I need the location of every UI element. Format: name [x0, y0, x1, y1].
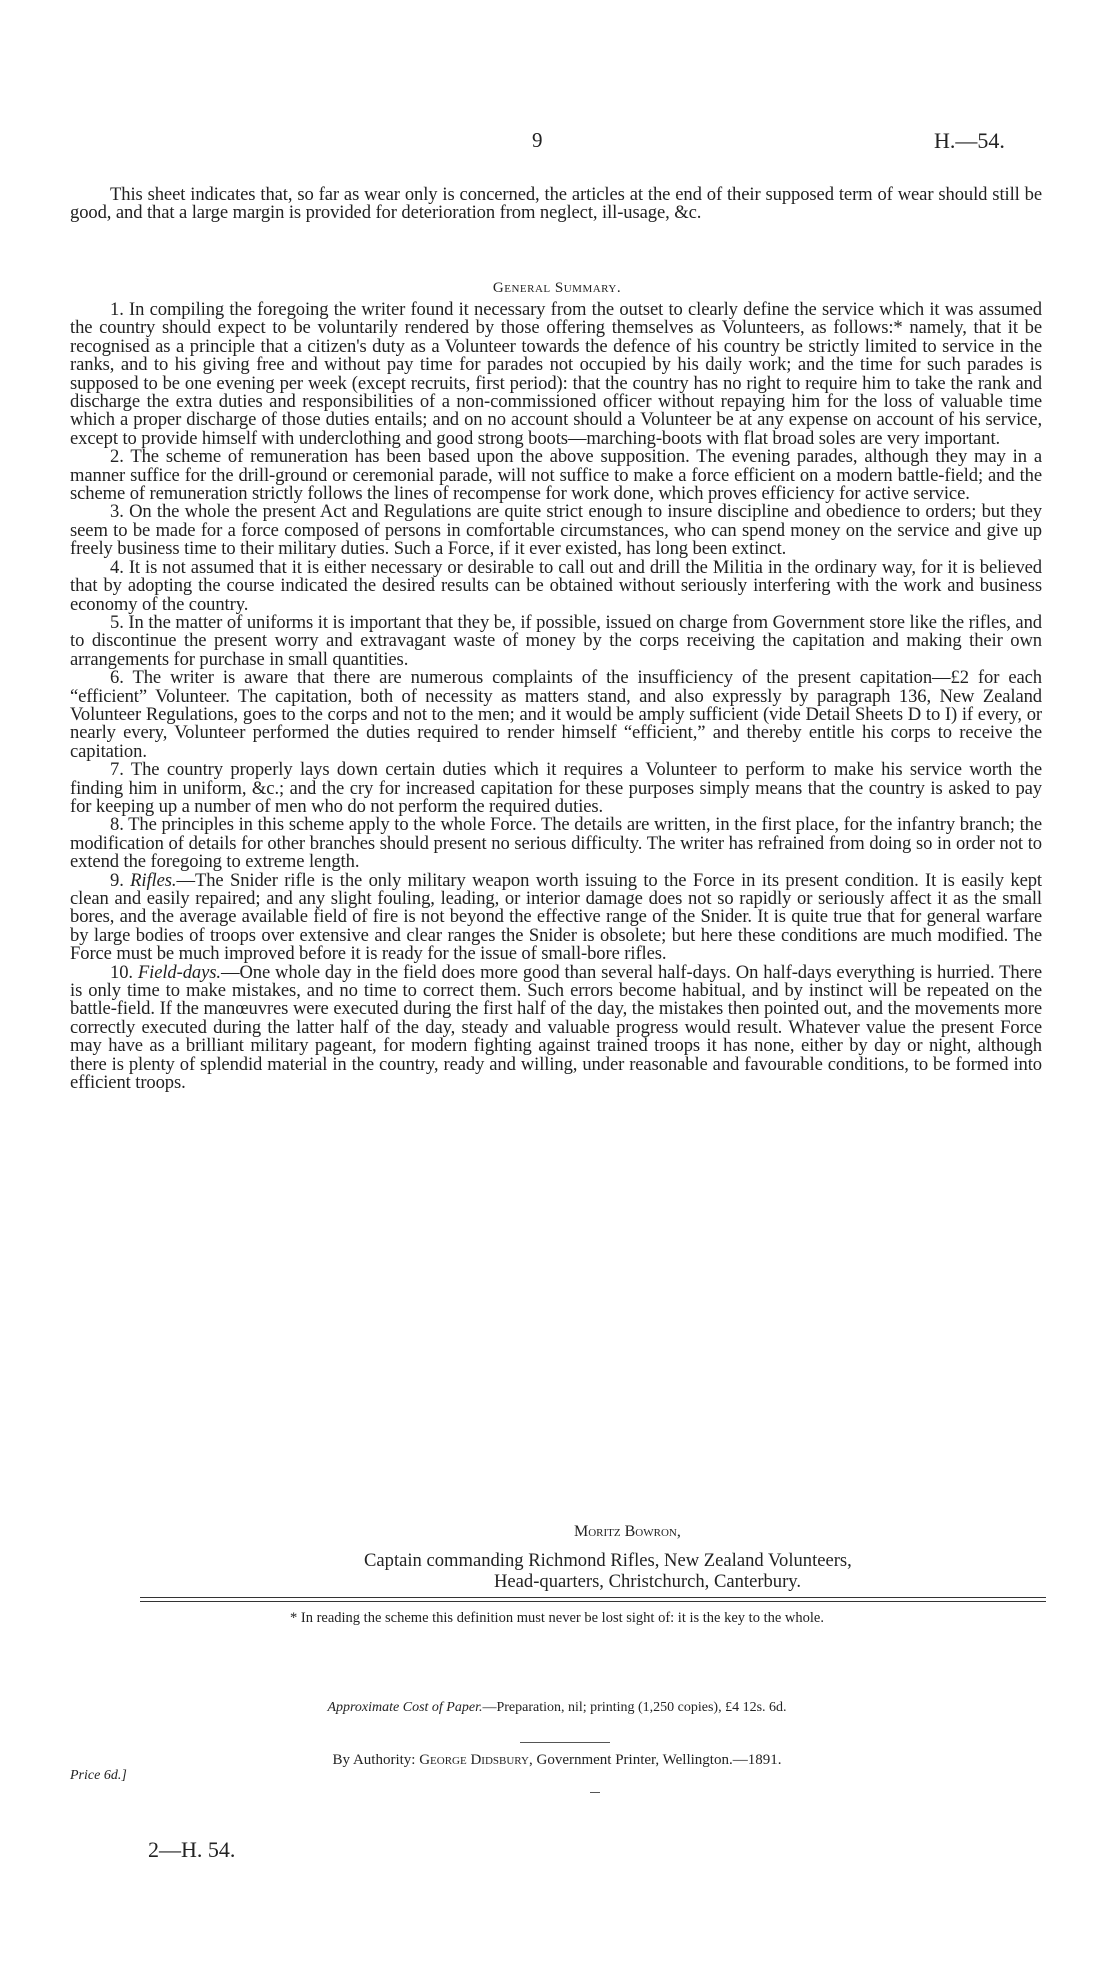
summary-paragraph-10 — [70, 961, 1042, 1094]
summary-paragraph-3 — [70, 503, 1042, 558]
summary-paragraph-6 — [70, 669, 1042, 761]
authority-line — [0, 1752, 1114, 1769]
paragraph-text: On the whole the present Act and Regulations are quite strict enough to insure discipline and obedience to orders; but they seem to be made for a force composed of persons in comfortable circumstances, who can spend money on the service and give up freely business time to their military duties. Such a Force, if it ever existed, has long been extinct. — [70, 501, 1042, 560]
paragraph-text: The country properly lays down certain duties which it requires a Volunteer to perform to make his service worth the finding him in uniform, &c.; and the cry for increased capitation for these purposes simply means that the country is asked to pay for keeping up a number of men who do not perform the required duties. — [70, 759, 1042, 817]
summary-paragraph-4 — [70, 556, 1042, 615]
paragraph-text: The principles in this scheme apply to the whole Force. The details are written, in the first place, for the infantry branch; the modification of details for other branches should present no serious difficulty. The writer has refrained from doing so in order not to extend the foregoing to extreme length. — [70, 814, 1043, 873]
price-note: Price 6d.] — [70, 1768, 127, 1783]
intro-paragraph — [70, 186, 1042, 223]
summary-paragraphs — [70, 301, 1042, 1092]
footnote: * In reading the scheme this definition must never be lost sight of: it is the key to the whole. — [290, 1610, 824, 1626]
paragraph-text: In compiling the foregoing the writer found it necessary from the outset to clearly define the service which it was assumed the country should expect to be voluntarily rendered by those offering themselves as Volunteers, as follows:* namely, that it be recognised as a principle that a citizen's duty as a Volunteer towards the defence of his country be strictly limited to service in the ranks, and to his giving free and without pay time for parades not occupied by his daily work; and the time for such parades is supposed to be one evening per week (except recruits, first period): that the country has no right to require him to take the rank and discharge the extra duties and responsibilities of a non-commissioned officer without repaying him for the loss of valuable time which a proper discharge of those duties entails; and on no account should a Volunteer be at any expense on account of his service, except to provide himself with underclothing and good strong boots—marching-boots with flat broad soles are very important. — [70, 299, 1042, 449]
cost-line — [0, 1700, 1114, 1716]
paragraph-text: —One whole day in the field does more good than several half-days. On half-days everything is hurried. There is only time to make mistakes, and no time to correct them. Such errors become habitual, and by instinct will be repeated on the battle-field. If the manœuvres were executed during the first half of the day, the mistakes then pointed out, and the movements more correctly executed during the latter half of the day, steady and valuable progress would result. Whatever value the present Force may have as a brilliant military pageant, for modern fighting against trained troops it has none, either by day or night, although there is plenty of splendid material in the country, ready and willing, under reasonable and favourable conditions, to be formed into efficient troops. — [70, 961, 1042, 1094]
signature-name: Moritz Bowron, — [574, 1523, 681, 1540]
decorative-dash — [590, 1792, 600, 1793]
paragraph-number: 9. — [110, 869, 124, 891]
paragraph-number: 10. — [110, 961, 133, 983]
printer-name: George Didsbury, — [419, 1752, 533, 1768]
section-heading: General Summary. — [492, 280, 622, 296]
intro-text: This sheet indicates that, so far as wear only is concerned, the articles at the end of their supposed term of wear should still be good, and that a large margin is provided for deterioration from neglect, ill-usage, &c. — [70, 184, 1042, 224]
cost-label: Approximate Cost of Paper. — [327, 1700, 483, 1715]
paragraph-number: 8. — [110, 814, 124, 836]
paragraph-number: 5. — [110, 611, 124, 633]
paragraph-lead: Field-days. — [137, 961, 221, 983]
cost-text: —Preparation, nil; printing (1,250 copies), £4 12s. 6d. — [482, 1700, 787, 1715]
summary-paragraph-7 — [70, 761, 1042, 816]
paragraph-text: —The Snider rifle is the only military weapon worth issuing to the Force in its present condition. It is easily kept clean and easily repaired; and any slight fouling, leading, or interior damage does not so rapidly or seriously affect it as the small bores, and the average available field of fire is not beyond the effective range of the Snider. It is quite true that for general warfare by large bodies of troops over extensive and clear ranges the Snider is obsolete; but here these conditions are much modified. The Force must be much improved before it is ready for the issue of small-bore rifles. — [70, 869, 1042, 965]
document-reference: H.—54. — [934, 128, 1005, 153]
paragraph-lead: Rifles. — [130, 869, 177, 891]
paragraph-text: The writer is aware that there are numerous complaints of the insufficiency of the present capitation—£2 for each “efficient” Volunteer. The capitation, both of necessity as matters stand, and also expressly by paragraph 136, New Zealand Volunteer Regulations, goes to the corps and not to the men; and it would be amply sufficient (vide Detail Sheets D to I) if every, or nearly every, Volunteer performed the duties required to render himself “efficient,” and thereby entitle his corps to receive the capitation. — [70, 667, 1042, 762]
paragraph-number: 1. — [110, 299, 124, 320]
authority-suffix: Government Printer, Wellington.—1891. — [536, 1752, 782, 1768]
paragraph-number: 6. — [110, 667, 124, 689]
footnote-rule — [140, 1597, 1046, 1598]
paragraph-number: 4. — [110, 556, 124, 578]
paragraph-number: 2. — [110, 446, 124, 468]
footnote-rule-inner — [140, 1601, 1046, 1602]
summary-paragraph-5 — [70, 611, 1042, 670]
paragraph-text: In the matter of uniforms it is important that they be, if possible, issued on charge from Government store like the rifles, and to discontinue the present worry and extravagant waste of money by the corps receiving the capitation and making their own arrangements for purchase in small quantities. — [70, 611, 1042, 670]
paragraph-text: The scheme of remuneration has been based upon the above supposition. The evening parades, although they may in a manner suffice for the drill-ground or ceremonial parade, will not suffice to make a force efficient on a modern battle-field; and the scheme of remuneration strictly follows the lines of recompense for work done, which proves efficiency for active service. — [70, 446, 1042, 505]
paragraph-text: It is not assumed that it is either necessary or desirable to call out and drill the Militia in the ordinary way, for it is believed that by adopting the course indicated the desired results can be obtained without seriously interfering with the work and business economy of the country. — [70, 556, 1042, 615]
decorative-rule — [520, 1742, 610, 1743]
sheet-signature: 2—H. 54. — [148, 1837, 236, 1862]
signature-place: Head-quarters, Christchurch, Canterbury. — [494, 1571, 802, 1592]
summary-paragraph-9 — [70, 869, 1042, 965]
paragraph-number: 7. — [110, 759, 124, 781]
summary-paragraph-1 — [70, 301, 1042, 448]
page-number: 9 — [532, 128, 543, 152]
signature-title: Captain commanding Richmond Rifles, New Zealand Volunteers, — [364, 1550, 852, 1571]
authority-prefix: By Authority: — [332, 1752, 416, 1768]
paragraph-number: 3. — [110, 501, 124, 523]
summary-paragraph-2 — [70, 448, 1042, 503]
summary-paragraph-8 — [70, 816, 1042, 871]
